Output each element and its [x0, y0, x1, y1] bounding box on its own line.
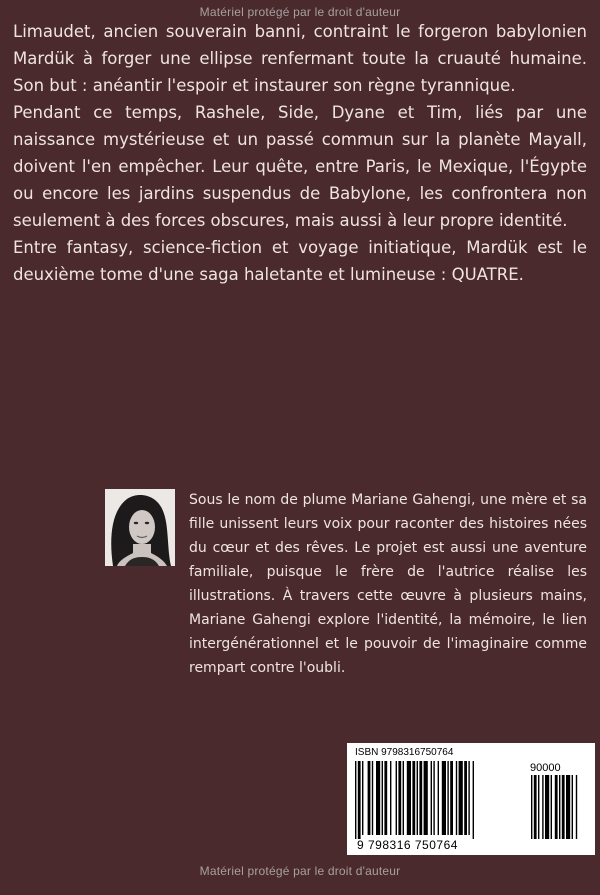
barcode-addon-bar: [562, 775, 565, 839]
barcode-bar: [398, 761, 401, 835]
barcode-bar: [376, 761, 380, 835]
barcode-bar: [433, 761, 434, 835]
barcode-bar: [384, 761, 387, 835]
barcode-bar: [447, 761, 448, 835]
barcode-bar: [358, 761, 361, 839]
barcode-bar: [459, 761, 463, 835]
barcode-addon-bar: [576, 775, 577, 839]
barcode-bar: [362, 761, 363, 835]
barcode-bar: [396, 761, 397, 835]
barcode-bar: [419, 761, 422, 835]
price-code: 90000: [530, 762, 561, 774]
barcode-bar: [450, 761, 453, 835]
barcode-bar: [368, 761, 371, 835]
barcode-bar: [403, 761, 404, 835]
barcode-digits: 9 798316 750764: [357, 838, 458, 852]
barcode-bar: [390, 761, 391, 835]
barcode-bar: [417, 761, 418, 835]
copyright-watermark-bottom: Matériel protégé par le droit d'auteur: [199, 864, 401, 878]
blurb-paragraph: Limaudet, ancien souverain banni, contraint le forgeron babylonien Mardük à forger une ellipse renfermant toute la cruauté humaine. Son but : anéantir l'espoir et instaurer son règne tyrannique.: [13, 22, 587, 95]
barcode-addon-bar: [551, 775, 552, 839]
barcode-bar: [372, 761, 373, 835]
barcode-bar: [468, 761, 469, 835]
blurb-paragraph: Entre fantasy, science-fiction et voyage initiatique, Mardük est le deuxième tome d'une saga haletante et lumineuse : QUATRE.: [13, 238, 587, 284]
barcode-addon-bar: [572, 775, 573, 839]
barcode-bar: [424, 761, 428, 835]
barcode-bar: [438, 761, 439, 835]
isbn-barcode: [347, 743, 595, 855]
barcode-addon-bar: [555, 775, 558, 839]
barcode-addon-bar: [559, 775, 560, 839]
blurb-paragraph: Pendant ce temps, Rashele, Side, Dyane et Tim, liés par une naissance mystérieuse et un passé commun sur la planète Mayall, doivent l'en empêcher. Leur quête, entre Paris, le Mexique, l'Égypte ou encore les jardins suspendus de Babylone, les confrontera non seulement à des forces obscures, mais aussi à leur propre identité.: [13, 103, 587, 230]
barcode-bar: [442, 761, 446, 835]
copyright-watermark-top: Matériel protégé par le droit d'auteur: [199, 5, 401, 19]
barcode-bar: [464, 761, 467, 835]
back-cover-blurb: [13, 18, 587, 288]
author-photo: [105, 489, 175, 566]
barcode-bar: [412, 761, 415, 835]
author-bio: Sous le nom de plume Mariane Gahengi, une mère et sa fille unissent leurs voix pour raconter des histoires nées du cœur et des rêves. Le projet est aussi une aventure familiale, puisque le frère de l'autrice réalise les illustrations. À travers cette œuvre à plusieurs mains, Mariane Gahengi explore l'identité, la mémoire, le lien intergénérationnel et le pouvoir de l'imaginaire comme rempart contre l'oubli.: [189, 492, 587, 676]
barcode-bar: [355, 761, 356, 839]
barcode-addon-bar: [542, 775, 543, 839]
isbn-label: ISBN 9798316750764: [355, 747, 454, 758]
barcode-addon-bar: [534, 775, 537, 839]
barcode-bar: [456, 761, 457, 835]
barcode-addon-bar: [545, 775, 549, 839]
barcode-addon-bar: [531, 775, 532, 839]
barcode-bars: [355, 761, 595, 839]
barcode-bar: [407, 761, 411, 835]
barcode-bar: [431, 761, 432, 835]
barcode-bar: [473, 761, 474, 839]
barcode-addon-bar: [538, 775, 539, 839]
barcode-bar: [382, 761, 383, 835]
barcode-addon-bar: [566, 775, 570, 839]
